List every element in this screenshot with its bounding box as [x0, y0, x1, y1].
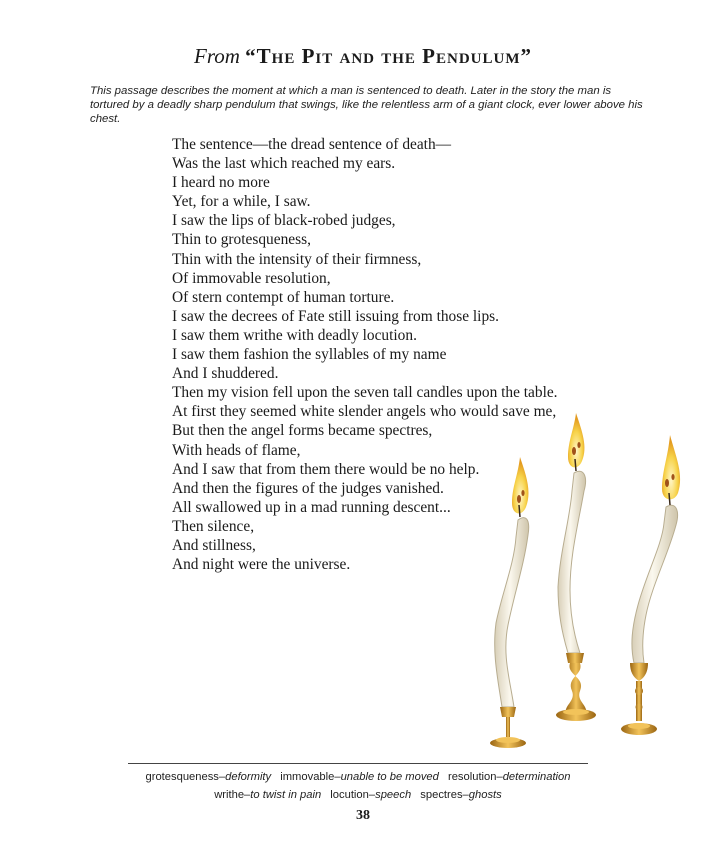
poem-line: Of stern contempt of human torture. — [172, 288, 395, 306]
poem-line: I saw them fashion the syllables of my name — [172, 346, 447, 364]
poem-line: Yet, for a while, I saw. — [172, 193, 311, 211]
candles-illustration-icon — [470, 395, 700, 755]
candle-middle-icon — [556, 413, 596, 721]
poem-line: And I shuddered. — [172, 365, 279, 383]
poem-line: Thin with the intensity of their firmness, — [172, 250, 422, 268]
glossary-term: immovable– — [280, 771, 341, 783]
glossary-definition: ghosts — [468, 789, 502, 801]
poem-line: I saw the decrees of Fate still issuing from those lips. — [172, 307, 499, 325]
glossary-item — [214, 789, 321, 801]
poem-line: Then silence, — [172, 517, 255, 535]
glossary-item — [420, 789, 501, 801]
page-title — [0, 44, 726, 69]
glossary-definition: speech — [375, 789, 412, 801]
poem-line: With heads of flame, — [172, 441, 301, 459]
poem-line: At first they seemed white slender angels who would save me, — [172, 403, 557, 421]
poem-line: The sentence—the dread sentence of death— — [172, 136, 452, 153]
poem-line: I heard no more — [172, 174, 270, 192]
candle-left-icon — [490, 457, 529, 748]
glossary-term: locution– — [330, 789, 376, 801]
intro-paragraph: This passage describes the moment at which a man is sentenced to death. Later in the story the man is tortured by a deadly sharp pendulum that swings, like the relentless arm of a giant clock, ever lower above his chest. — [90, 85, 643, 125]
title-main: “The Pit and the Pendulum” — [245, 44, 532, 68]
poem-line: I saw them writhe with deadly locution. — [172, 326, 417, 344]
poem-line: And night were the universe. — [172, 556, 351, 574]
poem-line: Thin to grotesqueness, — [172, 231, 311, 249]
glossary-term: resolution– — [447, 771, 503, 783]
poem-line: I saw the lips of black-robed judges, — [172, 212, 396, 230]
poem-line: And then the figures of the judges vanished. — [172, 479, 444, 497]
poem-line: Of immovable resolution, — [172, 269, 331, 287]
glossary-definition: deformity — [225, 771, 272, 783]
glossary-term: writhe– — [214, 789, 251, 801]
candle-right-icon — [621, 435, 680, 735]
glossary-definition: to twist in pain — [250, 789, 322, 801]
glossary-item — [330, 789, 411, 801]
poem-line: And I saw that from them there would be no help. — [172, 460, 480, 478]
glossary-row — [128, 786, 588, 804]
glossary-item — [448, 771, 571, 783]
page-number: 38 — [356, 808, 370, 823]
title-from: From — [194, 44, 240, 68]
glossary-term: grotesqueness– — [145, 771, 226, 783]
poem-line: Then my vision fell upon the seven tall candles upon the table. — [172, 384, 558, 402]
glossary-term: spectres– — [420, 789, 469, 801]
poem-line: Was the last which reached my ears. — [172, 155, 396, 173]
glossary-row — [128, 768, 588, 786]
poem-line: All swallowed up in a mad running descent... — [172, 498, 451, 516]
glossary-definition: determination — [502, 771, 571, 783]
glossary-definition: unable to be moved — [340, 771, 439, 783]
glossary-item — [146, 771, 272, 783]
poem-line: And stillness, — [172, 536, 256, 554]
glossary-item — [280, 771, 439, 783]
poem-line: But then the angel forms became spectres, — [172, 422, 433, 440]
glossary — [128, 763, 588, 804]
